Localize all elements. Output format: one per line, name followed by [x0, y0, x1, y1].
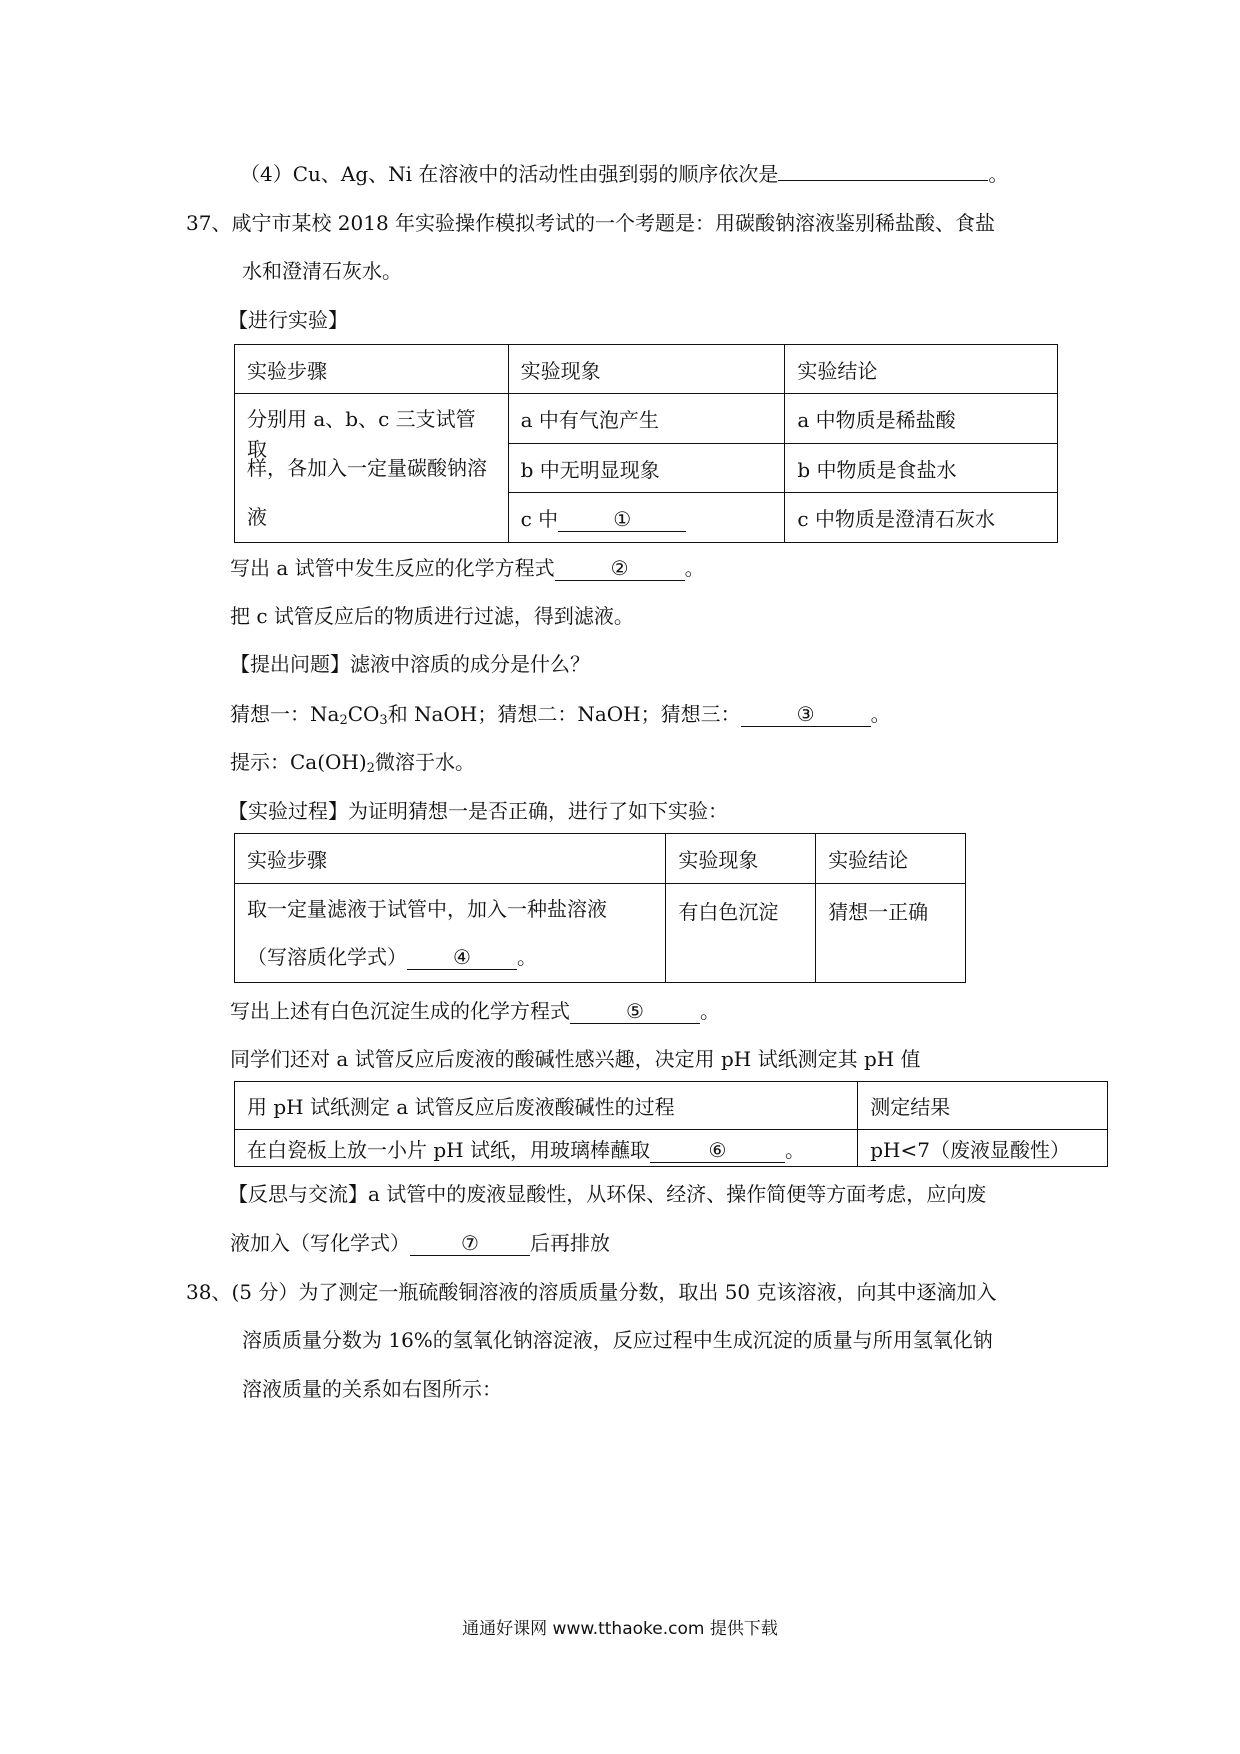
ph-intro: 同学们还对 a 试管反应后废液的酸碱性感兴趣，决定用 pH 试纸测定其 pH 值 [230, 1047, 921, 1071]
answer-blank[interactable]: ③ [741, 702, 871, 727]
verification-table [234, 833, 966, 983]
table-cell: c 中物质是澄清石灰水 [785, 493, 1058, 543]
q37-line1: 37、咸宁市某校 2018 年实验操作模拟考试的一个考题是：用碳酸钠溶液鉴别稀盐酸、食盐 [186, 211, 996, 235]
table-header: 实验现象 [508, 345, 785, 394]
table-cell: c 中 ① [508, 493, 785, 543]
answer-blank[interactable]: ⑥ [650, 1138, 785, 1163]
table-cell: b 中无明显现象 [508, 444, 785, 493]
ph-table [234, 1081, 1108, 1167]
table-cell-step: 取一定量滤液于试管中，加入一种盐溶液 （写溶质化学式） ④ 。 [235, 884, 666, 983]
table-cell: a 中物质是稀盐酸 [785, 394, 1058, 444]
answer-blank[interactable]: ⑤ [570, 999, 700, 1024]
table-cell: 在白瓷板上放一小片 pH 试纸，用玻璃棒蘸取 ⑥ 。 [235, 1130, 858, 1167]
table-header: 实验步骤 [235, 834, 666, 884]
answer-blank[interactable]: ② [555, 556, 685, 581]
question-heading: 【提出问题】滤液中溶质的成分是什么？ [230, 652, 590, 676]
table-cell-step: 分别用 a、b、c 三支试管取 样，各加入一定量碳酸钠溶 液 [235, 394, 509, 543]
answer-blank[interactable]: ④ [407, 945, 517, 970]
table-header: 实验结论 [785, 345, 1058, 394]
q38-line2: 溶质质量分数为 16%的氢氧化钠溶淀液，反应过程中生成沉淀的质量与所用氢氧化钠 [242, 1328, 993, 1352]
table-header: 实验现象 [666, 834, 816, 884]
equation-a: 写出 a 试管中发生反应的化学方程式 ② 。 [230, 556, 705, 580]
answer-blank[interactable]: ⑦ [410, 1231, 530, 1256]
reflect-line2: 液加入（写化学式） ⑦ 后再排放 [230, 1231, 610, 1255]
process-heading: 【实验过程】为证明猜想一是否正确，进行了如下实验： [228, 799, 728, 823]
table-header: 实验步骤 [235, 345, 509, 394]
section-heading-experiment: 【进行实验】 [228, 308, 348, 332]
footer-source: 通通好课网 www.tthaoke.com 提供下载 [462, 1619, 778, 1639]
experiment-table [234, 344, 1058, 543]
q36-part4: （4）Cu、Ag、Ni 在溶液中的活动性由强到弱的顺序依次是 。 [240, 162, 1009, 186]
hint-line: 提示：$Ca(OH)_2$微溶于水。 [230, 750, 475, 776]
table-header: 实验结论 [816, 834, 966, 884]
table-header: 测定结果 [858, 1082, 1108, 1130]
equation-white-precipitate: 写出上述有白色沉淀生成的化学方程式 ⑤ 。 [230, 999, 720, 1023]
table-cell: pH<7（废液显酸性） [858, 1130, 1108, 1167]
table-cell: 猜想一正确 [816, 884, 966, 983]
answer-blank[interactable]: ① [558, 507, 686, 532]
reflect-line1: 【反思与交流】a 试管中的废液显酸性，从环保、经济、操作简便等方面考虑，应向废 [228, 1182, 987, 1206]
table-cell: 有白色沉淀 [666, 884, 816, 983]
filter-text: 把 c 试管反应后的物质进行过滤，得到滤液。 [230, 604, 634, 628]
answer-blank[interactable] [778, 180, 988, 181]
table-cell: b 中物质是食盐水 [785, 444, 1058, 493]
guess-line: 猜想一：$Na_2CO_3$和 NaOH；猜想二：NaOH；猜想三： ③ 。 [230, 702, 891, 728]
table-header: 用 pH 试纸测定 a 试管反应后废液酸碱性的过程 [235, 1082, 858, 1130]
table-cell: a 中有气泡产生 [508, 394, 785, 444]
q38-line1: 38、(5 分）为了测定一瓶硫酸铜溶液的溶质质量分数，取出 50 克该溶液，向其中逐滴加入 [186, 1280, 997, 1304]
q38-line3: 溶液质量的关系如右图所示： [242, 1377, 502, 1401]
q37-line2: 水和澄清石灰水。 [242, 259, 402, 283]
